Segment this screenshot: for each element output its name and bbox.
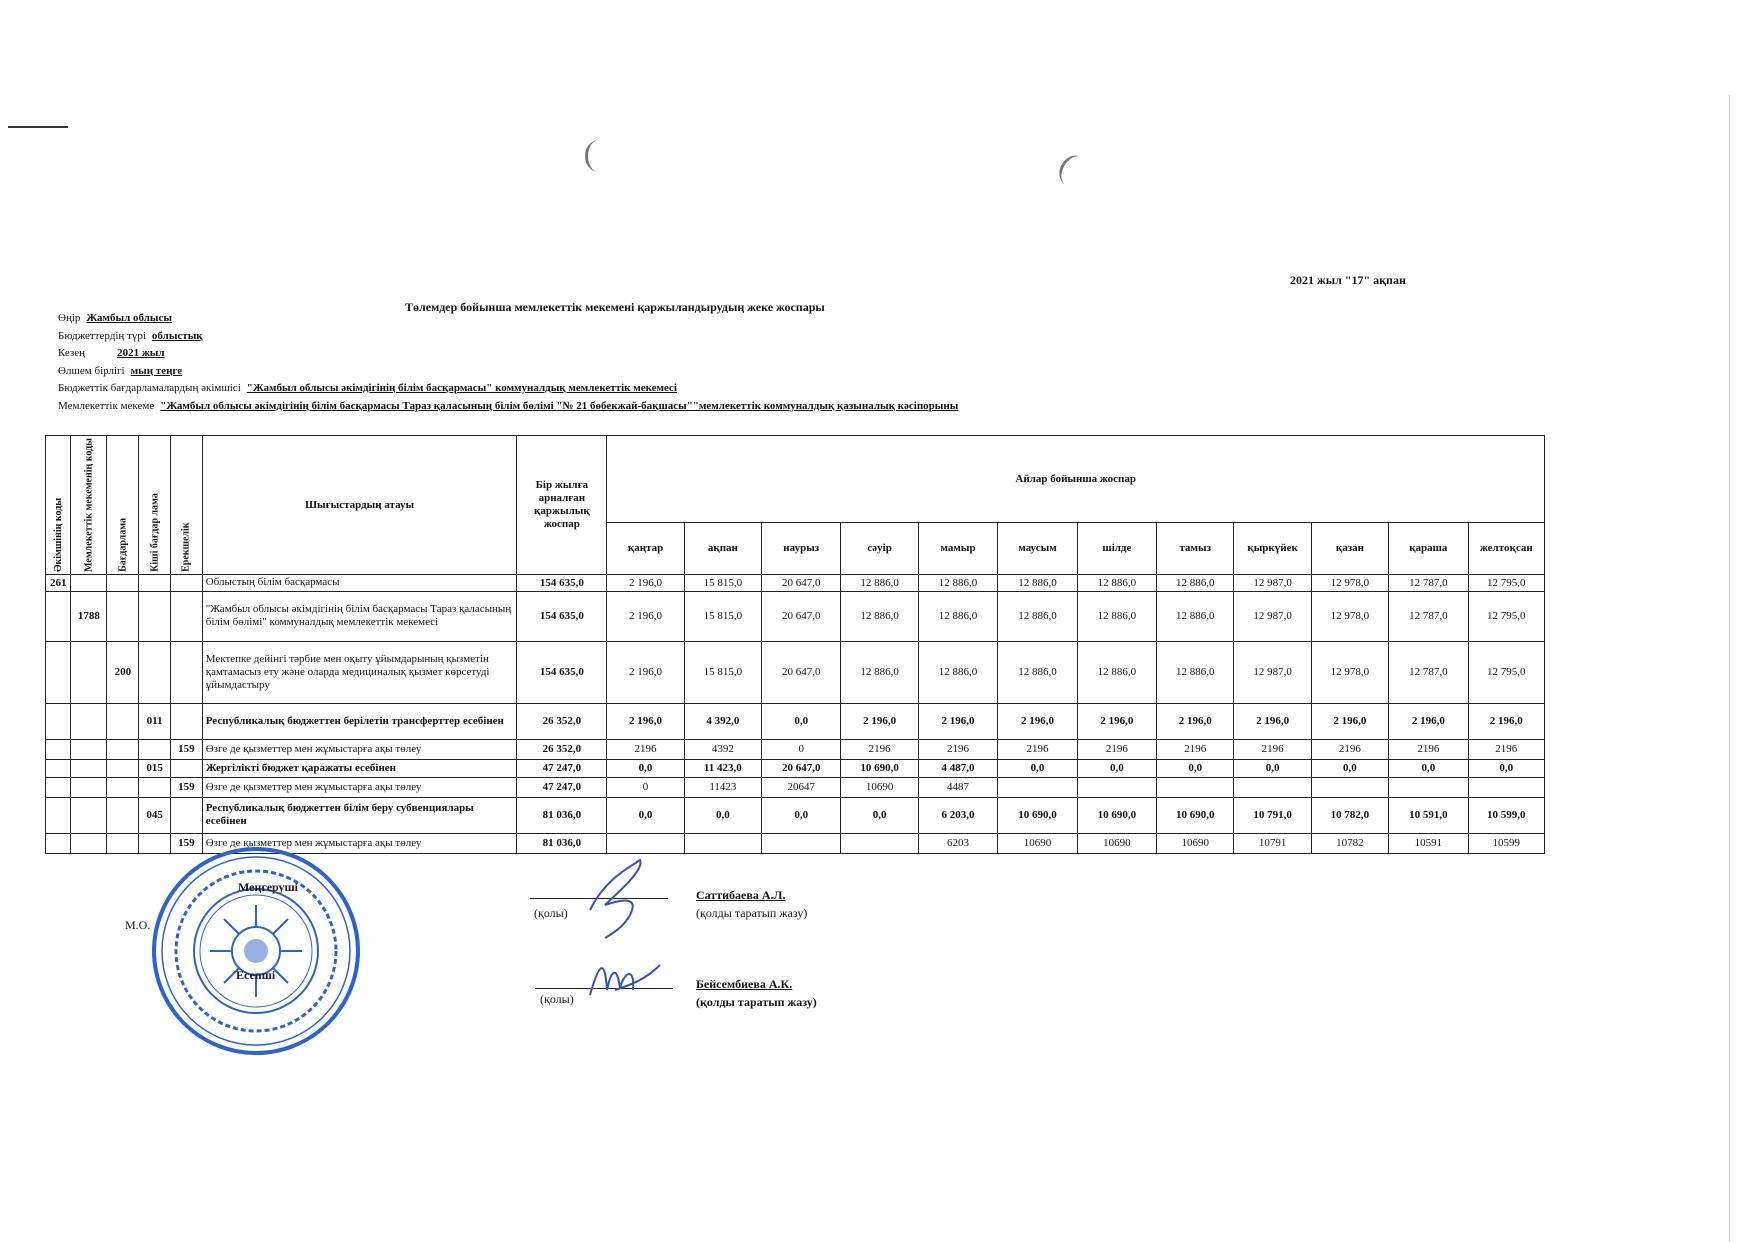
annual-plan-cell: 81 036,0	[517, 797, 607, 833]
month-value-cell: 0,0	[1234, 759, 1311, 777]
month-value-cell: 10 690,0	[1077, 797, 1156, 833]
institution-code-cell	[71, 797, 107, 833]
annual-plan-cell: 81 036,0	[517, 833, 607, 853]
table-row	[46, 641, 1545, 703]
month-value-cell	[841, 833, 918, 853]
header-month: қазан	[1311, 522, 1388, 574]
month-value-cell: 10 690,0	[1157, 797, 1234, 833]
stamp-place-label: М.О.	[125, 918, 151, 932]
annual-plan-cell: 47 247,0	[517, 759, 607, 777]
month-value-cell	[762, 833, 841, 853]
month-value-cell: 0	[607, 777, 684, 797]
month-value-cell: 15 815,0	[684, 641, 761, 703]
institution-code-cell	[71, 703, 107, 739]
month-value-cell: 11 423,0	[684, 759, 761, 777]
specific-cell	[170, 591, 202, 641]
month-value-cell: 10 599,0	[1468, 797, 1544, 833]
month-value-cell: 2 196,0	[607, 574, 684, 591]
expense-name-cell: Облыстың білім басқармасы	[202, 574, 517, 591]
subprogram-cell	[139, 574, 171, 591]
accountant-signature	[585, 950, 665, 1010]
subprogram-cell: 045	[139, 797, 171, 833]
month-value-cell: 2196	[607, 739, 684, 759]
scan-mark	[8, 126, 68, 128]
month-value-cell: 12 795,0	[1468, 591, 1544, 641]
month-value-cell: 2 196,0	[1468, 703, 1544, 739]
month-value-cell: 2 196,0	[1311, 703, 1388, 739]
header-month: ақпан	[684, 522, 761, 574]
month-value-cell: 12 886,0	[998, 591, 1077, 641]
header-monthly-plan: Айлар бойынша жоспар	[607, 436, 1545, 523]
accountant-name-text: Бейсембиева А.К.	[696, 977, 793, 991]
expense-name-cell: "Жамбыл облысы әкімдігінің білім басқармасы Тараз қаласының білім бөлімі" коммуналдық мемлекеттік мекемесі	[202, 591, 517, 641]
institution-code-cell	[71, 641, 107, 703]
month-value-cell: 12 987,0	[1234, 574, 1311, 591]
meta-institution	[58, 398, 958, 416]
program-cell	[107, 591, 139, 641]
month-value-cell: 2196	[1468, 739, 1544, 759]
head-signature	[585, 850, 665, 940]
month-value-cell: 2196	[998, 739, 1077, 759]
annual-plan-cell: 47 247,0	[517, 777, 607, 797]
meta-value: Жамбыл облысы	[86, 312, 172, 324]
specific-cell	[170, 703, 202, 739]
annual-plan-cell: 154 635,0	[517, 641, 607, 703]
month-value-cell	[684, 833, 761, 853]
month-value-cell: 12 987,0	[1234, 641, 1311, 703]
month-value-cell: 10 690,0	[841, 759, 918, 777]
accountant-name	[696, 977, 792, 992]
table-row	[46, 759, 1545, 777]
month-value-cell: 10690	[1157, 833, 1234, 853]
month-value-cell: 2 196,0	[1389, 703, 1468, 739]
month-value-cell: 12 886,0	[998, 574, 1077, 591]
month-value-cell: 10690	[1077, 833, 1156, 853]
month-value-cell: 12 787,0	[1389, 641, 1468, 703]
specific-cell: 159	[170, 739, 202, 759]
month-value-cell: 2 196,0	[607, 591, 684, 641]
institution-code-cell	[71, 833, 107, 853]
header-institution-code: Мемлекеттік мекеменің коды	[71, 436, 107, 575]
expense-name-cell: Республикалық бюджеттен берілетін трансферттер есебінен	[202, 703, 517, 739]
program-cell: 200	[107, 641, 139, 703]
subprogram-cell	[139, 641, 171, 703]
month-value-cell: 12 886,0	[918, 641, 997, 703]
month-value-cell: 12 795,0	[1468, 574, 1544, 591]
meta-value: облыстық	[151, 329, 203, 342]
header-month: қыркүйек	[1234, 522, 1311, 574]
month-value-cell	[1389, 777, 1468, 797]
subprogram-cell	[139, 777, 171, 797]
month-value-cell: 6 203,0	[918, 797, 997, 833]
admin-code-cell	[46, 591, 71, 641]
table-row	[46, 797, 1545, 833]
meta-administrator	[58, 380, 958, 398]
month-value-cell: 0,0	[607, 759, 684, 777]
table-row	[46, 739, 1545, 759]
month-value-cell: 2196	[1157, 739, 1234, 759]
month-value-cell: 10782	[1311, 833, 1388, 853]
header-expense-name: Шығыстардың атауы	[202, 436, 517, 575]
specific-cell	[170, 797, 202, 833]
month-value-cell	[1157, 777, 1234, 797]
meta-label: Өңір	[58, 312, 81, 324]
month-value-cell	[1468, 777, 1544, 797]
month-value-cell: 12 978,0	[1311, 574, 1388, 591]
meta-label: Кезең	[58, 347, 86, 359]
month-value-cell: 0,0	[1389, 759, 1468, 777]
meta-value: "Жамбыл облысы әкімдігінің білім басқармасы" коммуналдық мемлекеттік мекемесі	[246, 382, 677, 394]
table-row	[46, 591, 1545, 641]
month-value-cell: 15 815,0	[684, 574, 761, 591]
header-month: мамыр	[918, 522, 997, 574]
expense-name-cell: Республикалық бюджеттен білім беру субвенциялары есебінен	[202, 797, 517, 833]
month-value-cell: 12 886,0	[841, 591, 918, 641]
program-cell	[107, 833, 139, 853]
month-value-cell: 2 196,0	[1077, 703, 1156, 739]
expense-name-cell: Өзге де қызметтер мен жұмыстарға ақы төлеу	[202, 833, 517, 853]
official-stamp	[150, 845, 362, 1057]
document-date: 2021 жыл "17" ақпан	[1290, 273, 1406, 287]
header-month: тамыз	[1157, 522, 1234, 574]
month-value-cell: 12 886,0	[918, 591, 997, 641]
meta-label: Бюджеттердің түрі	[58, 329, 146, 342]
admin-code-cell: 261	[46, 574, 71, 591]
month-value-cell	[998, 777, 1077, 797]
month-value-cell: 0,0	[762, 703, 841, 739]
month-value-cell	[1311, 777, 1388, 797]
month-value-cell: 2 196,0	[841, 703, 918, 739]
expense-name-cell: Мектепке дейінгі тәрбие мен оқыту ұйымдарының қызметін қамтамасыз ету және оларда медициналық қызмет көрсетуді ұйымдастыру	[202, 641, 517, 703]
subprogram-cell	[139, 739, 171, 759]
admin-code-cell	[46, 641, 71, 703]
table-row	[46, 574, 1545, 591]
month-value-cell: 2 196,0	[998, 703, 1077, 739]
month-value-cell: 12 886,0	[918, 574, 997, 591]
specific-cell: 159	[170, 833, 202, 853]
table-row	[46, 703, 1545, 739]
month-value-cell: 12 978,0	[1311, 641, 1388, 703]
program-cell	[107, 739, 139, 759]
month-value-cell: 4392	[684, 739, 761, 759]
month-value-cell: 4 392,0	[684, 703, 761, 739]
specific-cell	[170, 759, 202, 777]
meta-value: мың теңге	[130, 364, 183, 377]
month-value-cell: 12 987,0	[1234, 591, 1311, 641]
header-subprogram: Кіші бағдар лама	[139, 436, 171, 575]
month-value-cell: 0,0	[1311, 759, 1388, 777]
admin-code-cell	[46, 703, 71, 739]
header-month: шілде	[1077, 522, 1156, 574]
header-admin-code: Әкімшінің коды	[46, 436, 71, 575]
month-value-cell: 12 886,0	[1077, 641, 1156, 703]
month-value-cell: 0,0	[684, 797, 761, 833]
admin-code-cell	[46, 833, 71, 853]
month-value-cell	[1077, 777, 1156, 797]
month-value-cell: 0,0	[1468, 759, 1544, 777]
month-value-cell: 10690	[998, 833, 1077, 853]
annual-plan-cell: 154 635,0	[517, 591, 607, 641]
month-value-cell: 2 196,0	[607, 641, 684, 703]
month-value-cell: 12 886,0	[841, 574, 918, 591]
month-value-cell: 2 196,0	[1234, 703, 1311, 739]
month-value-cell: 12 795,0	[1468, 641, 1544, 703]
month-value-cell: 12 886,0	[1077, 591, 1156, 641]
month-value-cell: 0,0	[1077, 759, 1156, 777]
month-value-cell: 10591	[1389, 833, 1468, 853]
meta-label: Өлшем бірлігі	[58, 364, 125, 377]
month-value-cell: 10 791,0	[1234, 797, 1311, 833]
month-value-cell: 20 647,0	[762, 574, 841, 591]
meta-label: Бюджеттік бағдарламалардың әкімшісі	[58, 382, 241, 394]
document-title: Төлемдер бойынша мемлекеттік мекемені қаржыландырудың жеке жоспары	[405, 300, 825, 314]
annual-plan-cell: 26 352,0	[517, 703, 607, 739]
scan-edge	[1729, 95, 1730, 1242]
header-month: желтоқсан	[1468, 522, 1544, 574]
header-specific: Ерекшелік	[170, 436, 202, 575]
month-value-cell: 12 886,0	[1077, 574, 1156, 591]
month-value-cell: 12 886,0	[1157, 574, 1234, 591]
table-body	[46, 574, 1545, 853]
month-value-cell: 0,0	[841, 797, 918, 833]
meta-unit	[58, 363, 958, 381]
punch-hole	[585, 140, 612, 172]
month-value-cell: 6203	[918, 833, 997, 853]
expense-name-cell: Өзге де қызметтер мен жұмыстарға ақы төлеу	[202, 739, 517, 759]
month-value-cell: 2196	[1077, 739, 1156, 759]
month-value-cell: 0,0	[1157, 759, 1234, 777]
month-value-cell: 11423	[684, 777, 761, 797]
header-month: сәуір	[841, 522, 918, 574]
header-month: маусым	[998, 522, 1077, 574]
institution-code-cell: 1788	[71, 591, 107, 641]
head-name	[696, 888, 785, 903]
month-value-cell: 12 886,0	[1157, 591, 1234, 641]
header-month: қараша	[1389, 522, 1468, 574]
meta-period	[58, 345, 958, 363]
specific-cell: 159	[170, 777, 202, 797]
program-cell	[107, 759, 139, 777]
month-value-cell: 2196	[1234, 739, 1311, 759]
month-value-cell: 2196	[1389, 739, 1468, 759]
admin-code-cell	[46, 797, 71, 833]
meta-value: 2021 жыл	[117, 347, 165, 359]
month-value-cell: 10 690,0	[998, 797, 1077, 833]
head-name-text: Саттибаева А.Л.	[696, 888, 786, 902]
month-value-cell: 0,0	[998, 759, 1077, 777]
month-value-cell: 0	[762, 739, 841, 759]
month-value-cell: 0,0	[762, 797, 841, 833]
head-role: Меңгеруші	[238, 880, 299, 894]
financing-plan-table	[45, 435, 1545, 854]
header-month: наурыз	[762, 522, 841, 574]
specific-cell	[170, 574, 202, 591]
program-cell	[107, 703, 139, 739]
specific-cell	[170, 641, 202, 703]
subprogram-cell: 015	[139, 759, 171, 777]
punch-hole	[1054, 150, 1093, 191]
institution-code-cell	[71, 574, 107, 591]
month-value-cell: 12 978,0	[1311, 591, 1388, 641]
month-value-cell: 15 815,0	[684, 591, 761, 641]
annual-plan-cell: 26 352,0	[517, 739, 607, 759]
head-name-caption: (қолды таратып жазу)	[696, 906, 808, 920]
document-meta	[58, 310, 958, 415]
header-month: қаңтар	[607, 522, 684, 574]
meta-region	[58, 310, 958, 328]
program-cell	[107, 797, 139, 833]
month-value-cell: 2 196,0	[607, 703, 684, 739]
month-value-cell: 2196	[1311, 739, 1388, 759]
month-value-cell: 12 886,0	[841, 641, 918, 703]
month-value-cell: 2 196,0	[1157, 703, 1234, 739]
admin-code-cell	[46, 759, 71, 777]
month-value-cell: 2196	[918, 739, 997, 759]
meta-value: "Жамбыл облысы әкімдігінің білім басқармасы Тараз қаласының білім бөлімі "№ 21 бөбекжай-бақшасы""мемлекеттік коммуналдық қазыналық кәсіпорыны	[160, 399, 959, 412]
month-value-cell: 10 782,0	[1311, 797, 1388, 833]
institution-code-cell	[71, 759, 107, 777]
program-cell	[107, 574, 139, 591]
subprogram-cell	[139, 591, 171, 641]
header-annual-plan: Бір жылға арналған қаржылық жоспар	[517, 436, 607, 575]
table-header	[46, 436, 1545, 575]
meta-budget-type	[58, 328, 958, 346]
month-value-cell: 20 647,0	[762, 641, 841, 703]
accountant-name-caption: (қолды таратып жазу)	[696, 995, 817, 1009]
expense-name-cell: Жергілікті бюджет қаражаты есебінен	[202, 759, 517, 777]
institution-code-cell	[71, 739, 107, 759]
month-value-cell: 12 886,0	[998, 641, 1077, 703]
expense-name-cell: Өзге де қызметтер мен жұмыстарға ақы төлеу	[202, 777, 517, 797]
month-value-cell: 20647	[762, 777, 841, 797]
accountant-sign-caption: (қолы)	[540, 992, 574, 1006]
meta-label: Мемлекеттік мекеме	[58, 399, 155, 412]
month-value-cell: 10 591,0	[1389, 797, 1468, 833]
month-value-cell: 12 787,0	[1389, 574, 1468, 591]
month-value-cell: 4 487,0	[918, 759, 997, 777]
subprogram-cell: 011	[139, 703, 171, 739]
table-row	[46, 777, 1545, 797]
accountant-role: Есепші	[236, 968, 276, 982]
annual-plan-cell: 154 635,0	[517, 574, 607, 591]
month-value-cell: 4487	[918, 777, 997, 797]
month-value-cell: 12 886,0	[1157, 641, 1234, 703]
month-value-cell: 0,0	[607, 797, 684, 833]
month-value-cell	[1234, 777, 1311, 797]
header-program: Бағдарлама	[107, 436, 139, 575]
month-value-cell: 20 647,0	[762, 759, 841, 777]
month-value-cell: 10690	[841, 777, 918, 797]
month-value-cell: 10791	[1234, 833, 1311, 853]
program-cell	[107, 777, 139, 797]
admin-code-cell	[46, 777, 71, 797]
head-sign-caption: (қолы)	[534, 906, 568, 920]
month-value-cell: 10599	[1468, 833, 1544, 853]
month-value-cell: 2196	[841, 739, 918, 759]
month-value-cell: 12 787,0	[1389, 591, 1468, 641]
admin-code-cell	[46, 739, 71, 759]
month-value-cell: 20 647,0	[762, 591, 841, 641]
month-value-cell: 2 196,0	[918, 703, 997, 739]
institution-code-cell	[71, 777, 107, 797]
